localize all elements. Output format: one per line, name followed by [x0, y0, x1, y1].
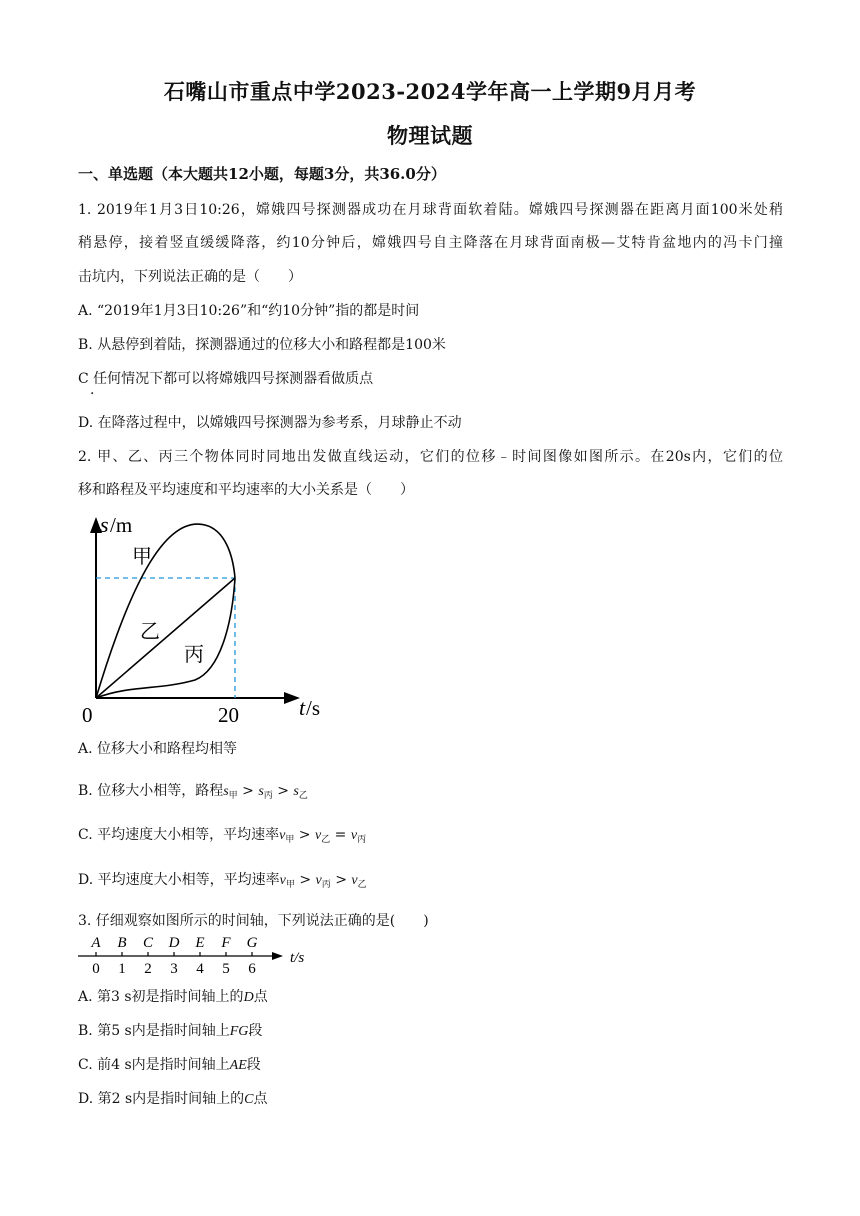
t-axis-unit: /s [306, 696, 321, 720]
q3-stem: 3. 仔细观察如图所示的时间轴，下列说法正确的是( ) [78, 913, 429, 929]
label-yi: 乙 [140, 619, 160, 643]
time-axis-number: 1 [118, 961, 126, 977]
stray-dot: · [90, 386, 95, 402]
q3-c-pre: C. 前4 s内是指时间轴上 [78, 1057, 230, 1073]
q3-b-post: 段 [248, 1023, 263, 1039]
sub-jia: 甲 [285, 880, 295, 890]
op-gt: > [330, 872, 352, 888]
q2-option-b-text: B. 位移大小相等，路程 [78, 783, 224, 799]
t-axis-symbol: t [299, 695, 306, 720]
op-gt: > [294, 827, 315, 843]
sub-jia: 甲 [228, 791, 238, 801]
q3-c-post: 段 [246, 1057, 261, 1073]
sub-yi: 乙 [298, 791, 308, 801]
q3-option-c [78, 1054, 261, 1074]
q1-stem-line2: 稍悬停，接着竖直缓缓降落，约10分钟后，嫦娥四号自主降落在月球背面南极—艾特肯盆地内的冯卡门撞 [78, 235, 783, 251]
q2-stem-line2: 移和路程及平均速度和平均速率的大小关系是（ ） [78, 482, 414, 498]
q3-a-post: 点 [253, 989, 268, 1005]
q3-b-segment: FG [229, 1024, 249, 1039]
sym-s: s [258, 784, 264, 799]
q1-option-c: C 任何情况下都可以将嫦娥四号探测器看做质点 [78, 371, 374, 387]
sub-yi: 乙 [321, 835, 331, 845]
q2-stem-line1: 2. 甲、乙、丙三个物体同时同地出发做直线运动，它们的位移﹣时间图像如图所示。在20s内，它们的位 [78, 449, 783, 465]
time-axis-number: 0 [92, 961, 100, 977]
op-gt: > [237, 783, 259, 799]
s-axis-unit: /m [110, 513, 133, 537]
sym-v: v [315, 828, 322, 843]
line-yi [96, 578, 235, 698]
q3-d-point: C [244, 1092, 254, 1107]
q3-b-pre: B. 第5 s内是指时间轴上 [78, 1023, 230, 1039]
q3-d-pre: D. 第2 s内是指时间轴上的 [78, 1091, 245, 1107]
op-gt: > [294, 872, 316, 888]
q3-option-d [78, 1088, 268, 1108]
sym-v: v [351, 873, 358, 888]
origin-label: 0 [82, 703, 93, 727]
time-axis-number: 3 [170, 961, 178, 977]
sym-s: s [223, 784, 229, 799]
sub-bing: 丙 [263, 791, 273, 801]
time-axis-unit: t/s [290, 950, 305, 966]
q3-option-a [78, 986, 268, 1006]
t-axis-arrow [284, 692, 300, 704]
time-axis-number: 4 [196, 961, 204, 977]
time-axis-number: 6 [248, 961, 256, 977]
time-axis-number: 2 [144, 961, 152, 977]
time-axis-figure [70, 930, 320, 978]
q2-option-c [78, 824, 366, 845]
q2-option-b [78, 780, 308, 801]
time-axis-letter: G [246, 935, 258, 951]
time-axis-letter: B [117, 935, 127, 951]
q3-a-pre: A. 第3 s初是指时间轴上的 [78, 989, 244, 1005]
q2-option-a: A. 位移大小和路程均相等 [78, 741, 238, 757]
time-axis-arrow [272, 952, 283, 960]
q3-a-point: D [243, 990, 254, 1005]
exam-title: 石嘴山市重点中学2023-2024学年高一上学期9月月考 [163, 79, 697, 104]
q1-stem-line3: 击坑内，下列说法正确的是（ ） [78, 269, 302, 285]
op-gt: > [272, 783, 294, 799]
sym-s: s [293, 784, 299, 799]
curve-jia [96, 524, 235, 698]
sym-v: v [279, 873, 286, 888]
sym-v: v [315, 873, 322, 888]
sym-v: v [350, 828, 358, 843]
displacement-time-graph [70, 505, 340, 730]
time-axis-letter: C [142, 935, 154, 951]
op-eq: = [330, 827, 351, 843]
time-axis-letter: E [195, 935, 205, 951]
exam-subtitle: 物理试题 [387, 123, 473, 148]
sub-bing: 丙 [357, 835, 367, 845]
section-heading: 一、单选题（本大题共12小题，每题3分，共36.0分） [78, 165, 446, 183]
label-jia: 甲 [132, 544, 152, 568]
time-axis-letter: A [91, 935, 101, 951]
time-axis-letter: D [168, 935, 180, 951]
time-axis-number: 5 [222, 961, 230, 977]
q3-option-b [78, 1020, 262, 1040]
sub-yi: 乙 [357, 880, 367, 890]
sym-v: v [279, 828, 286, 843]
q1-option-d: D. 在降落过程中，以嫦娥四号探测器为参考系，月球静止不动 [78, 415, 462, 431]
q2-option-c-text: C. 平均速度大小相等，平均速率 [78, 827, 280, 843]
q2-option-d-text: D. 平均速度大小相等，平均速率 [78, 872, 280, 888]
q3-d-post: 点 [253, 1091, 268, 1107]
q2-option-d [78, 869, 367, 890]
s-axis-symbol: s [100, 512, 109, 537]
q1-option-a: A. “2019年1月3日10:26”和“约10分钟”指的都是时间 [78, 303, 420, 319]
sub-jia: 甲 [285, 835, 295, 845]
q1-stem-line1: 1. 2019年1月3日10:26，嫦娥四号探测器成功在月球背面软着陆。嫦娥四号探测器在距离月面100米处稍 [78, 202, 783, 218]
label-bing: 丙 [184, 642, 204, 666]
time-axis-letter: F [221, 935, 231, 951]
sub-bing: 丙 [321, 880, 331, 890]
t-tick-20: 20 [218, 703, 239, 727]
q3-c-segment: AE [229, 1058, 247, 1073]
q1-option-b: B. 从悬停到着陆，探测器通过的位移大小和路程都是100米 [78, 337, 446, 353]
